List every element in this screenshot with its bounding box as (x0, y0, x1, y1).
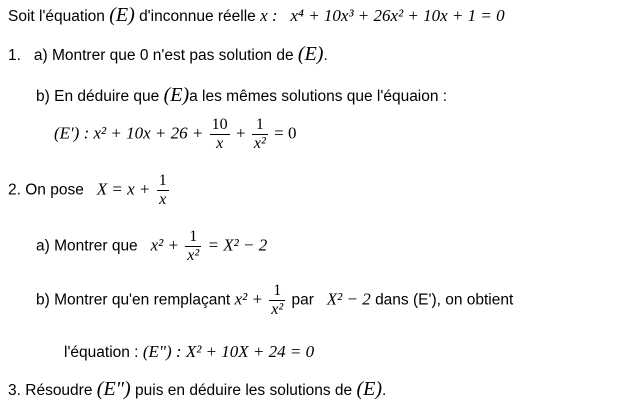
question-text-2: puis en déduire les solutions de (135, 382, 353, 399)
frac-num: 1 (269, 282, 285, 301)
question-text: l'équation : (64, 344, 139, 361)
eq-lhs: (E') : x² + 10x + 26 + (54, 123, 204, 143)
plus-sign: + (235, 123, 246, 143)
frac-num: 1 (252, 116, 268, 135)
question-2b (36, 282, 513, 319)
fraction-1-over-x2 (185, 228, 201, 265)
question-number: 2. (8, 181, 21, 199)
question-text: Montrer que (54, 237, 138, 255)
question-2b-cont (64, 342, 314, 362)
intro-text: Soit l'équation (8, 8, 105, 25)
eq-lhs: x² + (150, 235, 179, 255)
question-text: Résoudre (25, 382, 93, 399)
intro-var: x : (260, 6, 278, 25)
item-letter: b) (36, 291, 50, 309)
fraction-1-over-x2 (269, 282, 285, 319)
frac-num: 1 (185, 228, 201, 247)
equation-esecond: (E") : X² + 10X + 24 = 0 (142, 342, 315, 361)
question-3 (8, 378, 386, 401)
item-letter: b) (36, 88, 50, 105)
equation-ref: (E) (163, 84, 190, 106)
frac-den: x² (271, 301, 284, 318)
intro-line (8, 4, 505, 27)
question-number: 3. (8, 382, 21, 399)
fraction-1-over-x2 (252, 116, 268, 153)
frac-den: x (216, 135, 224, 152)
period: . (323, 47, 328, 64)
par-word: par (291, 291, 314, 309)
question-2a (36, 228, 267, 265)
equation-ref-esecond: (E") (96, 378, 131, 400)
frac-num: 10 (211, 116, 228, 133)
question-2 (8, 172, 171, 209)
question-text: En déduire que (54, 88, 160, 105)
intro-mid: d'inconnue réelle (139, 8, 256, 25)
eq-lhs: x² + (234, 289, 263, 309)
equation-eprime (54, 116, 296, 153)
question-1a (8, 43, 328, 66)
eq-rhs: = X² − 2 (207, 235, 268, 255)
frac-den: x (159, 191, 167, 208)
replacement-expr: X² − 2 (326, 289, 371, 309)
frac-den: x² (253, 135, 266, 152)
question-text-2: a les mêmes solutions que l'équaion : (189, 88, 448, 105)
equation-ref: (E) (356, 378, 383, 400)
question-number: 1. (8, 47, 21, 64)
period: . (382, 382, 387, 399)
question-1b (36, 84, 447, 107)
equation-ref: (E) (297, 43, 324, 65)
frac-den: x² (187, 247, 200, 264)
item-letter: a) (36, 237, 50, 255)
eq-lhs: X = x + (96, 179, 151, 199)
question-text: Montrer que 0 n'est pas solution de (51, 47, 294, 64)
question-text: Montrer qu'en remplaçant (54, 291, 231, 309)
main-equation: x⁴ + 10x³ + 26x² + 10x + 1 = 0 (290, 6, 505, 25)
question-text: On pose (25, 181, 84, 199)
frac-num: 1 (158, 172, 167, 189)
fraction-10-over-x (210, 116, 230, 153)
eq-rhs: = 0 (274, 123, 297, 143)
equation-name: (E) (109, 4, 135, 26)
item-letter: a) (33, 47, 48, 64)
fraction-1-over-x (157, 172, 169, 209)
question-text-end: dans (E'), on obtient (375, 291, 514, 309)
